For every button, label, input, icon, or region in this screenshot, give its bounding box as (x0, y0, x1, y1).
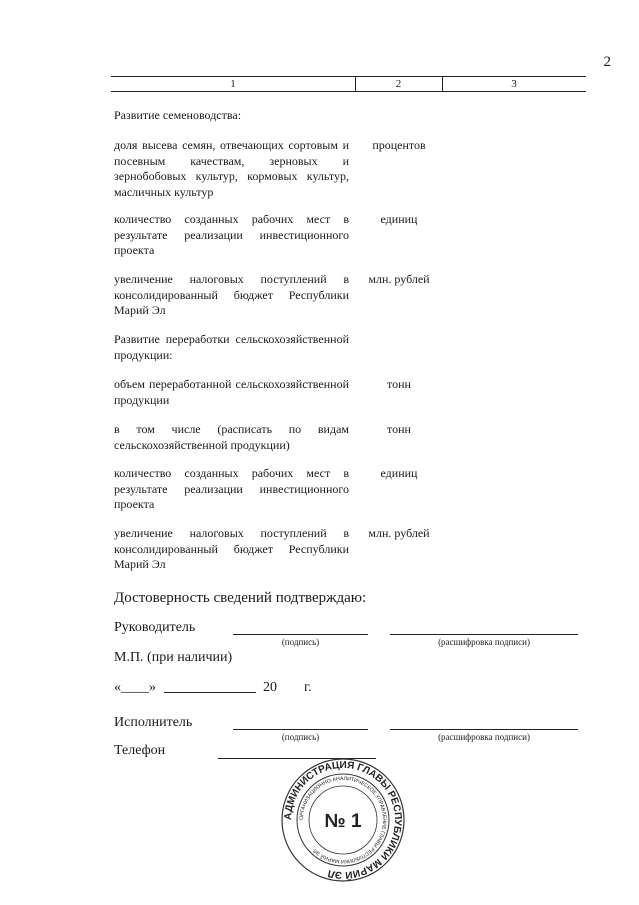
section-heading-processing: Развитие переработки сельскохозяйственной продукции: (114, 332, 349, 362)
indicator-jobs-2: количество созданных рабочих мест в результате реализации инвестиционного проекта (114, 466, 349, 512)
stamp-inner-text: ОРГАНИЗАЦИОННО-АНАЛИТИЧЕСКОЕ УПРАВЛЕНИЕ ГЛАВЫ РЕСПУБЛИКИ МАРИЙ ЭЛ (298, 775, 388, 865)
official-stamp (280, 757, 406, 883)
unit-processed-volume: тонн (387, 377, 411, 391)
executor-label: Исполнитель (114, 715, 193, 730)
unit-by-type: тонн (387, 422, 411, 436)
indicator-by-type: в том числе (расписать по видам сельскохозяйственной продукции) (114, 422, 349, 452)
unit-tax-2: млн. рублей (368, 526, 430, 540)
indicator-processed-volume: объем переработанной сельскохозяйственной продукции (114, 377, 349, 407)
head-signature-line[interactable] (233, 634, 368, 635)
section-heading-seed: Развитие семеноводства: (114, 108, 242, 122)
head-decoding-caption: (расшифровка подписи) (438, 637, 530, 647)
date-year: 20 (263, 680, 277, 695)
date-month-blank[interactable] (164, 692, 256, 693)
head-signature-caption: (подпись) (281, 637, 320, 647)
unit-tax-1: млн. рублей (368, 272, 430, 286)
executor-decoding-line[interactable] (390, 729, 578, 730)
indicator-jobs-1: количество созданных рабочих мест в результате реализации инвестиционного проекта (114, 212, 349, 258)
head-label: Руководитель (114, 620, 196, 635)
indicator-seed-share: доля высева семян, отвечающих сортовым и посевным качествам, зерновых и зернобобовых культур, кормовых культур, масличных культур (114, 138, 349, 199)
indicator-tax-1: увеличение налоговых поступлений в консолидированный бюджет Республики Марий Эл (114, 272, 349, 318)
stamp-outer-text: АДМИНИСТРАЦИЯ ГЛАВЫ РЕСПУБЛИКИ МАРИЙ ЭЛ (282, 759, 404, 881)
phone-label: Телефон (114, 743, 166, 758)
unit-jobs-1: единиц (380, 212, 418, 226)
stamp-number: № 1 (324, 811, 362, 832)
executor-signature-line[interactable] (233, 729, 368, 730)
col-header-3: 3 (511, 78, 517, 90)
confirmation-title: Достоверность сведений подтверждаю: (114, 590, 367, 606)
indicator-tax-2: увеличение налоговых поступлений в консолидированный бюджет Республики Марий Эл (114, 526, 349, 572)
date-day: «____» (114, 680, 156, 695)
executor-decoding-caption: (расшифровка подписи) (438, 732, 530, 742)
date-year-suffix: г. (304, 680, 312, 695)
executor-signature-caption: (подпись) (281, 732, 320, 742)
table-header (111, 76, 586, 92)
page-number: 2 (603, 54, 611, 70)
unit-seed-share: процентов (372, 138, 426, 152)
unit-jobs-2: единиц (380, 466, 418, 480)
date-row (114, 680, 312, 696)
seal-label: М.П. (при наличии) (114, 650, 233, 665)
col-header-1: 1 (230, 78, 236, 90)
col-header-2: 2 (395, 78, 402, 90)
head-decoding-line[interactable] (390, 634, 578, 635)
